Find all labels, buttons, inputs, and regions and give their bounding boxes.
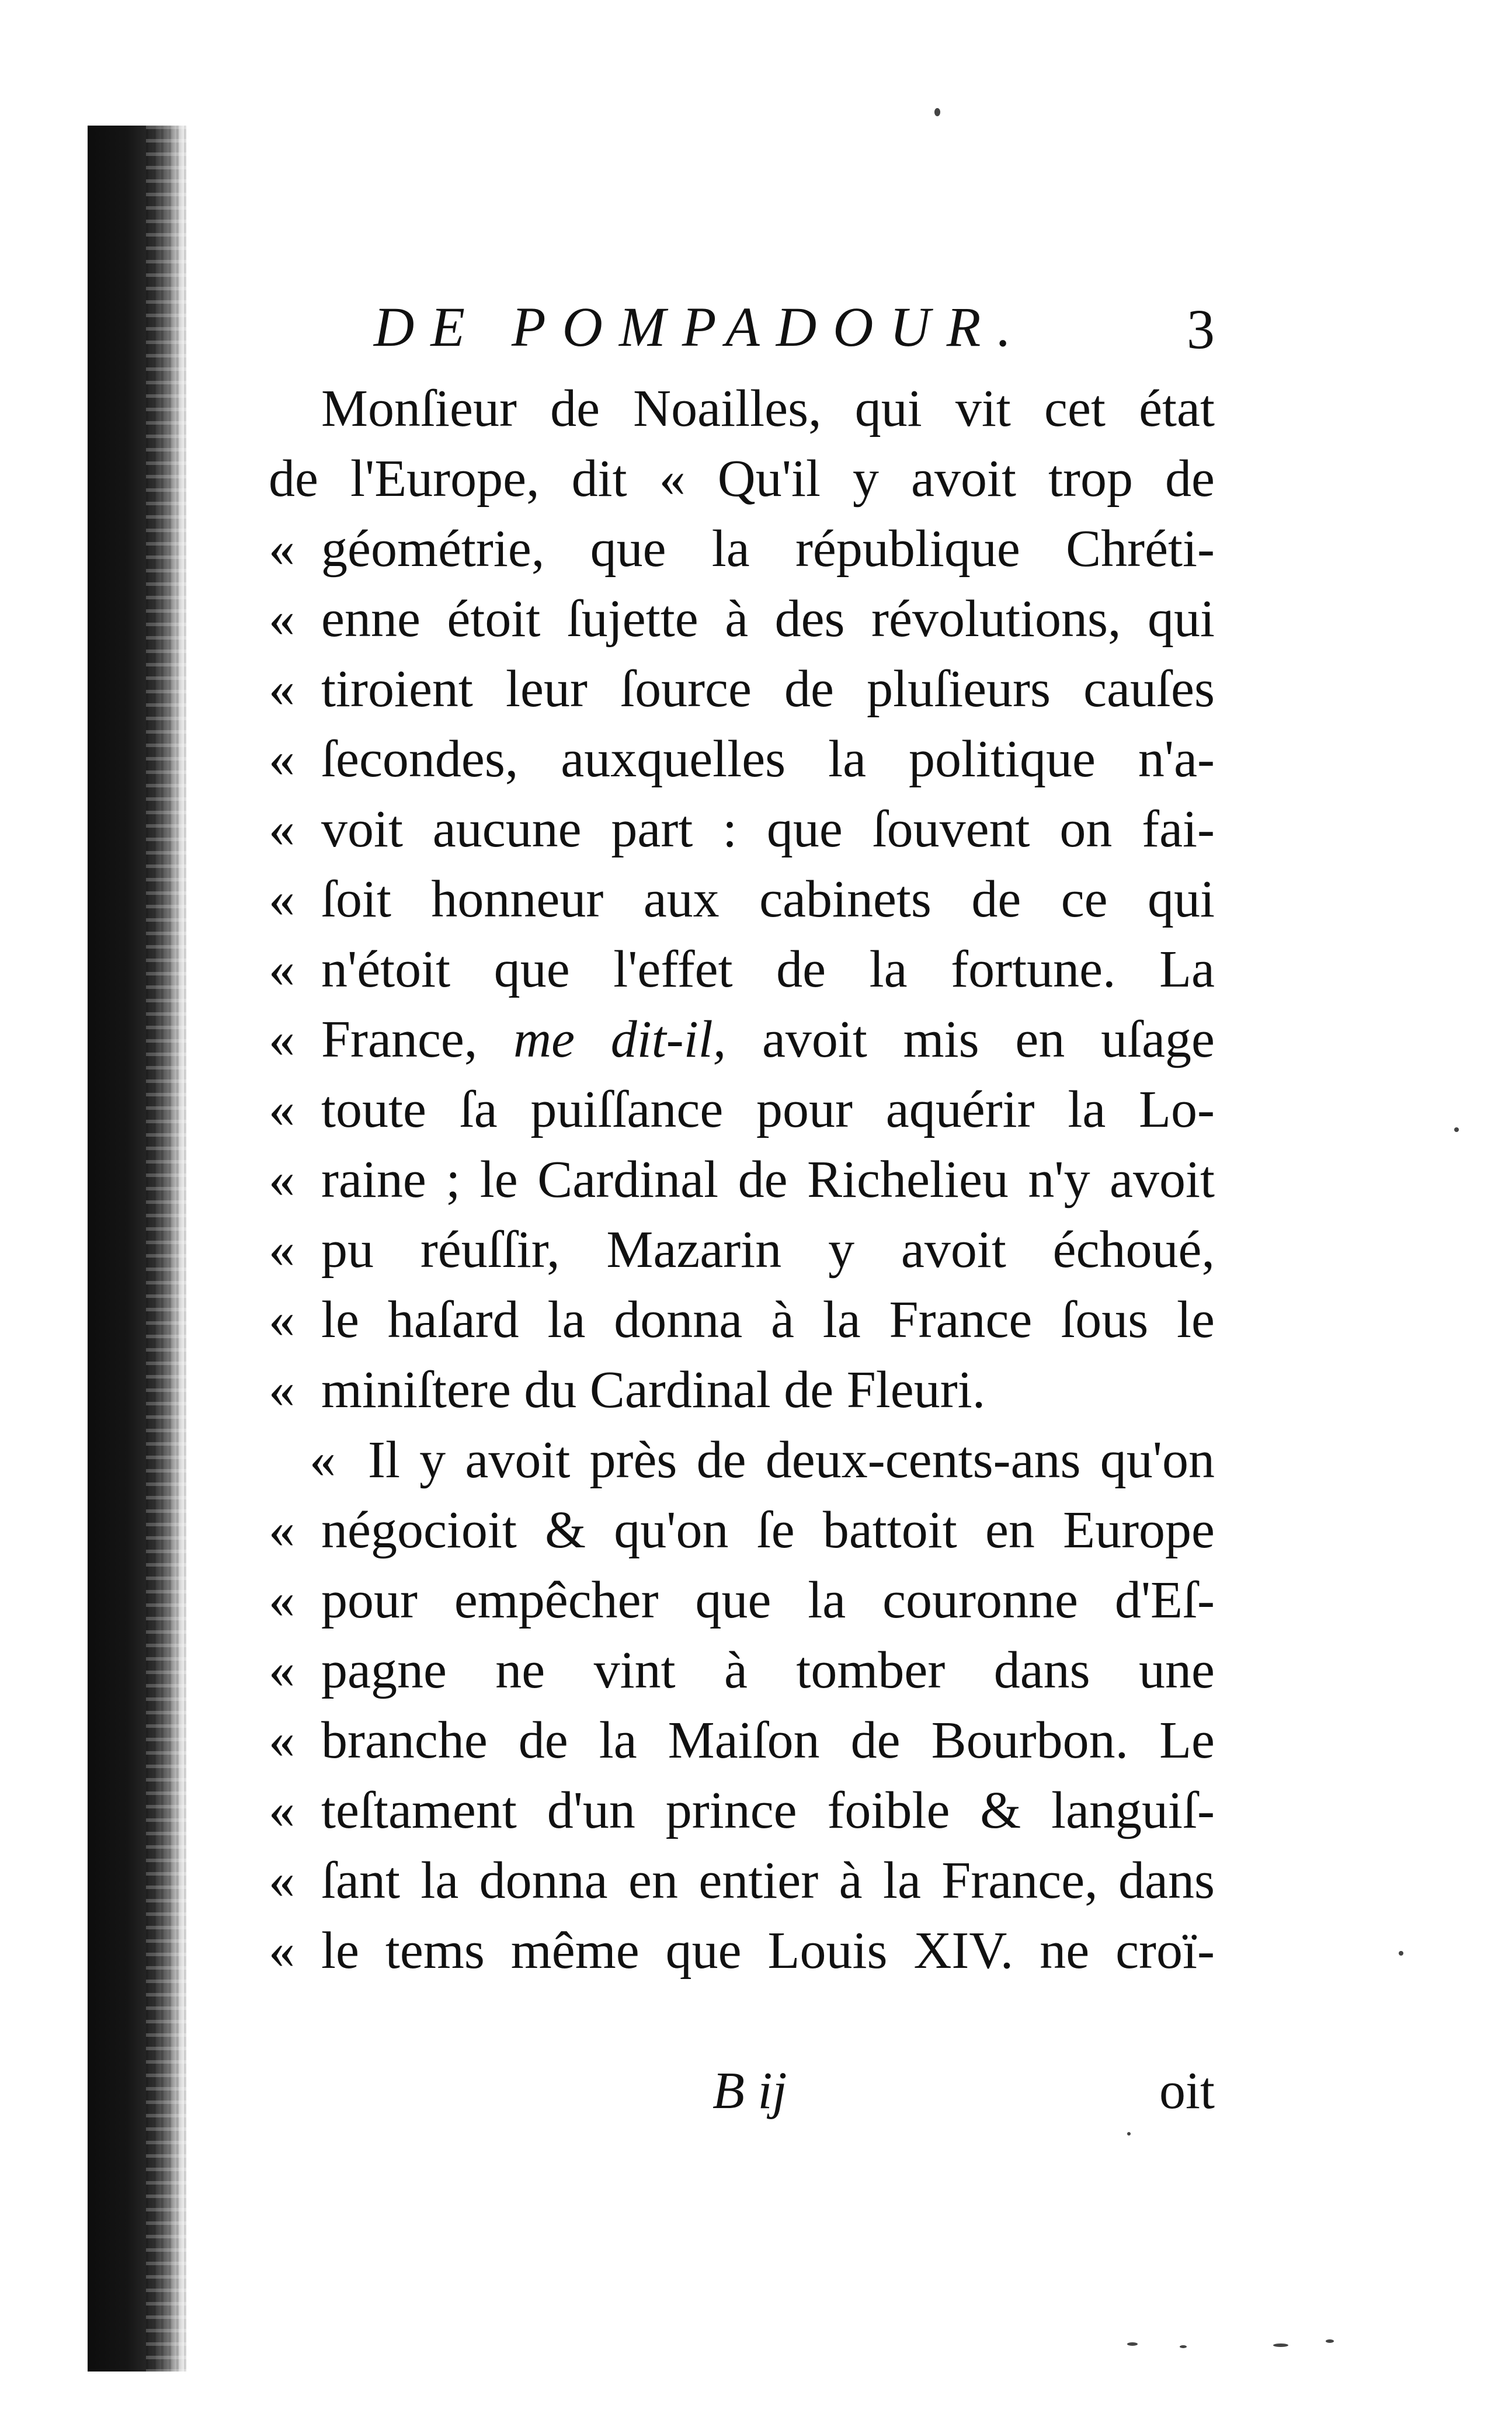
- line-text: miniſtere du Cardinal de Fleuri.: [321, 1361, 986, 1419]
- quote-mark: «: [269, 660, 295, 718]
- page-header: [374, 292, 1215, 362]
- quote-mark: «: [269, 1571, 295, 1629]
- text-line: [269, 794, 1215, 864]
- line-text: géométrie, que la république Chréti-: [321, 520, 1215, 578]
- quote-mark: «: [269, 590, 295, 648]
- quote-mark: «: [269, 1221, 295, 1279]
- line-text: pour empêcher que la couronne d'Eſ-: [321, 1571, 1215, 1629]
- line-text: Il y avoit près de deux-cents-ans qu'on: [368, 1431, 1215, 1489]
- text-line: [269, 444, 1215, 514]
- signature-mark: B ij: [712, 2062, 787, 2120]
- quote-mark: «: [269, 800, 295, 858]
- text-line: [269, 1776, 1215, 1846]
- quote-mark: «: [269, 520, 295, 578]
- quote-mark: «: [269, 1501, 295, 1559]
- line-text: pu réuſſir, Mazarin y avoit échoué,: [321, 1221, 1215, 1279]
- line-text: pagne ne vint à tomber dans une: [321, 1641, 1215, 1699]
- line-text: ſant la donna en entier à la France, dans: [321, 1852, 1215, 1909]
- line-text: de l'Europe, dit « Qu'il y avoit trop de: [269, 450, 1215, 508]
- quote-mark: «: [269, 1711, 295, 1769]
- quote-mark: «: [269, 1361, 295, 1419]
- line-text-roman: avoit mis en uſage: [726, 1011, 1215, 1068]
- print-speck: [1326, 2339, 1334, 2343]
- page-footer: [269, 2056, 1215, 2126]
- page-number: 3: [1187, 298, 1215, 360]
- text-line: [269, 1495, 1215, 1565]
- quote-mark: «: [269, 1641, 295, 1699]
- line-text: enne étoit ſujette à des révolutions, qui: [321, 590, 1215, 648]
- quote-mark: «: [269, 870, 295, 928]
- quote-mark: «: [310, 1431, 336, 1489]
- quote-mark: «: [269, 1852, 295, 1909]
- text-line: [269, 1285, 1215, 1355]
- quote-mark: «: [269, 1782, 295, 1839]
- print-speck: [1127, 2132, 1131, 2136]
- line-text: raine ; le Cardinal de Richelieu n'y avoit: [321, 1151, 1215, 1209]
- text-line: [269, 1916, 1215, 1986]
- print-speck: [1454, 1127, 1459, 1132]
- line-text: branche de la Maiſon de Bourbon. Le: [321, 1711, 1215, 1769]
- text-line: [269, 935, 1215, 1005]
- text-line: [269, 1425, 1215, 1495]
- text-line: [269, 1075, 1215, 1145]
- line-text-mixed: [321, 1005, 1215, 1075]
- line-text: ſecondes, auxquelles la politique n'a-: [321, 730, 1215, 788]
- quote-mark: «: [269, 730, 295, 788]
- line-text-italic: me dit-il,: [513, 1011, 727, 1068]
- text-line: [269, 1005, 1215, 1075]
- text-line: [269, 1706, 1215, 1776]
- print-speck: [934, 108, 940, 116]
- quote-mark: «: [269, 1922, 295, 1980]
- quote-mark: «: [269, 940, 295, 998]
- text-line: [269, 1565, 1215, 1636]
- print-speck: [1399, 1951, 1403, 1956]
- text-line: [269, 1355, 1215, 1425]
- line-text: ſoit honneur aux cabinets de ce qui: [321, 870, 1215, 928]
- line-text: tiroient leur ſource de pluſieurs cauſes: [321, 660, 1215, 718]
- quote-mark: «: [269, 1291, 295, 1349]
- text-line: [269, 514, 1215, 584]
- text-line: [269, 584, 1215, 654]
- text-line: [269, 1636, 1215, 1706]
- line-text: le haſard la donna à la France ſous le: [321, 1291, 1215, 1349]
- line-text: le tems même que Louis XIV. ne croï-: [321, 1922, 1215, 1980]
- text-line: [269, 374, 1215, 444]
- line-text: toute ſa puiſſance pour aquérir la Lo-: [321, 1081, 1215, 1138]
- print-speck: [1180, 2345, 1187, 2348]
- spine-texture: [146, 126, 187, 2372]
- text-line: [269, 1215, 1215, 1285]
- print-speck: [1127, 2342, 1138, 2346]
- line-text: n'étoit que l'effet de la fortune. La: [321, 940, 1215, 998]
- line-text-roman: France,: [321, 1011, 514, 1068]
- quote-mark: «: [269, 1081, 295, 1138]
- text-line: [269, 654, 1215, 724]
- text-line: [269, 1145, 1215, 1215]
- quote-mark: «: [269, 1011, 295, 1068]
- line-text: teſtament d'un prince foible & languiſ-: [321, 1782, 1215, 1839]
- text-line: [269, 724, 1215, 794]
- catchword: oit: [1159, 2062, 1215, 2120]
- line-text: voit aucune part : que ſouvent on fai-: [321, 800, 1215, 858]
- line-text: Monſieur de Noailles, qui vit cet état: [321, 380, 1215, 438]
- body-text: [269, 374, 1215, 1986]
- print-speck: [1273, 2343, 1288, 2347]
- quote-mark: «: [269, 1151, 295, 1209]
- line-text: négocioit & qu'on ſe battoit en Europe: [321, 1501, 1215, 1559]
- text-line: [269, 1846, 1215, 1916]
- text-line: [269, 864, 1215, 935]
- running-head: DE POMPADOUR.: [374, 296, 1028, 358]
